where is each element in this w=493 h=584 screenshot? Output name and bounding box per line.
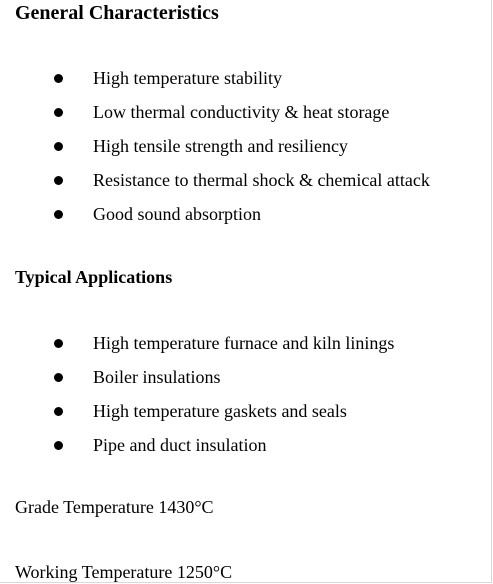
- list-item: [0, 365, 490, 399]
- bullet-icon: [54, 210, 63, 219]
- bullet-icon: [54, 74, 63, 83]
- list-item: [0, 399, 490, 433]
- applications-list: [0, 331, 490, 467]
- list-item-text: Low thermal conductivity & heat storage: [93, 102, 390, 122]
- bullet-icon: [54, 339, 63, 348]
- list-item: [0, 202, 490, 236]
- characteristics-list: [0, 66, 490, 236]
- bullet-icon: [54, 407, 63, 416]
- list-item-text: Boiler insulations: [93, 367, 221, 387]
- list-item-text: Resistance to thermal shock & chemical attack: [93, 170, 430, 190]
- bullet-icon: [54, 142, 63, 151]
- list-item-text: Pipe and duct insulation: [93, 435, 267, 455]
- general-characteristics-heading: General Characteristics: [15, 2, 219, 24]
- bullet-icon: [54, 176, 63, 185]
- typical-applications-heading: Typical Applications: [15, 267, 173, 287]
- list-item: [0, 134, 490, 168]
- working-temperature: Working Temperature 1250°C: [15, 562, 233, 582]
- list-item-text: High temperature furnace and kiln linings: [93, 333, 395, 353]
- list-item-text: High temperature gaskets and seals: [93, 401, 347, 421]
- bullet-icon: [54, 441, 63, 450]
- list-item: [0, 433, 490, 467]
- bullet-icon: [54, 373, 63, 382]
- list-item: [0, 168, 490, 202]
- grade-temperature: Grade Temperature 1430°C: [15, 497, 214, 517]
- list-item-text: Good sound absorption: [93, 204, 261, 224]
- list-item: [0, 100, 490, 134]
- list-item-text: High tensile strength and resiliency: [93, 136, 348, 156]
- list-item: [0, 66, 490, 100]
- list-item-text: High temperature stability: [93, 68, 282, 88]
- bullet-icon: [54, 108, 63, 117]
- list-item: [0, 331, 490, 365]
